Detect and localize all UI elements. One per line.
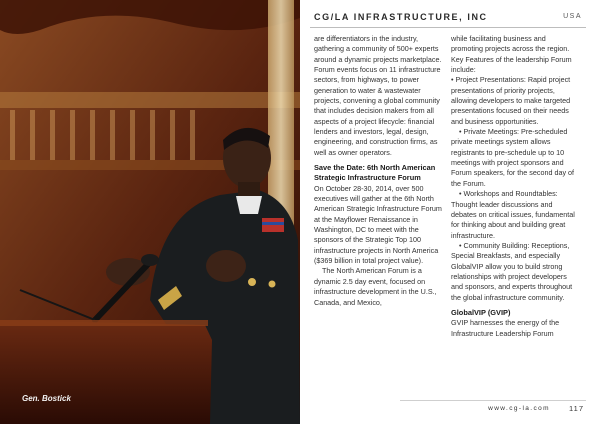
section-heading-gvip: GlobalVIP (GVIP) — [451, 307, 511, 317]
intro-paragraph: are differentiators in the industry, gathering a community of 500+ experts around a dynamic projects marketplace. Forum events focus on 11 infrastructure sectors, from highways, to power generation to water & wastewater projects, convening a global community that includes decision makers from all aspects of a project lifecycle: financial lenders and investors, legal, design, engineering, and construction firms, as well as owner operators. — [314, 34, 442, 157]
forum-paragraph: On October 28-30, 2014, over 500 executives will gather at the 6th North American Strategic Infrastructure Forum at the Mayflower Renaissance in Washington, DC to meet with the sponsors of the Strategic Top 100 infrastructure projects in North America ($369 billion in total project value). — [314, 183, 442, 266]
publisher-name: CG/LA INFRASTRUCTURE, INC — [314, 12, 488, 22]
forum-description-paragraph: The North American Forum is a dynamic 2.5 day event, focused on infrastructure development in the U.S., Canada, and Mexico, — [314, 266, 437, 307]
feature-private-meetings: • Private Meetings: Pre-scheduled private meetings system allows registrants to pre-schedule up to 10 meetings with project sponsors and Forum speakers, for the second day of the Forum. — [451, 127, 575, 188]
photo-caption: Gen. Bostick — [22, 394, 71, 403]
podium — [0, 320, 212, 424]
website-link[interactable]: www.cg-la.com — [488, 405, 550, 412]
page-header — [310, 8, 586, 28]
section-heading-save-the-date: Save the Date: 6th North American Strategic Infrastructure Forum — [314, 163, 436, 183]
feature-project-presentations: • Project Presentations: Rapid project presentations of priority projects, allowing developers to make targeted presentations focused on their needs and business opportunities. — [451, 75, 571, 126]
features-intro: while facilitating business and promoting projects across the region. Key Features of the leadership Forum include: — [451, 34, 572, 75]
left-column — [314, 34, 442, 308]
speaker-hand-right — [206, 250, 246, 282]
balcony-band — [0, 92, 300, 108]
country-label: USA — [563, 13, 582, 20]
page-footer — [400, 400, 586, 416]
right-column — [451, 34, 579, 339]
feature-community-building: • Community Building: Receptions, Special Breakfasts, and especially GlobalVIP allow you to build strong relationships with project developers and sponsors, and experts throughout the global infrastructure community. — [451, 240, 573, 302]
page-number: 117 — [569, 404, 584, 413]
feature-workshops: • Workshops and Roundtables: Thought leader discussions and debates on critical issues, fundamental for thinking about and building great infrastructure. — [451, 189, 575, 240]
button — [248, 278, 256, 286]
text-page — [300, 0, 600, 424]
gvip-paragraph: GVIP harnesses the energy of the Infrastructure Leadership Forum — [451, 318, 560, 338]
